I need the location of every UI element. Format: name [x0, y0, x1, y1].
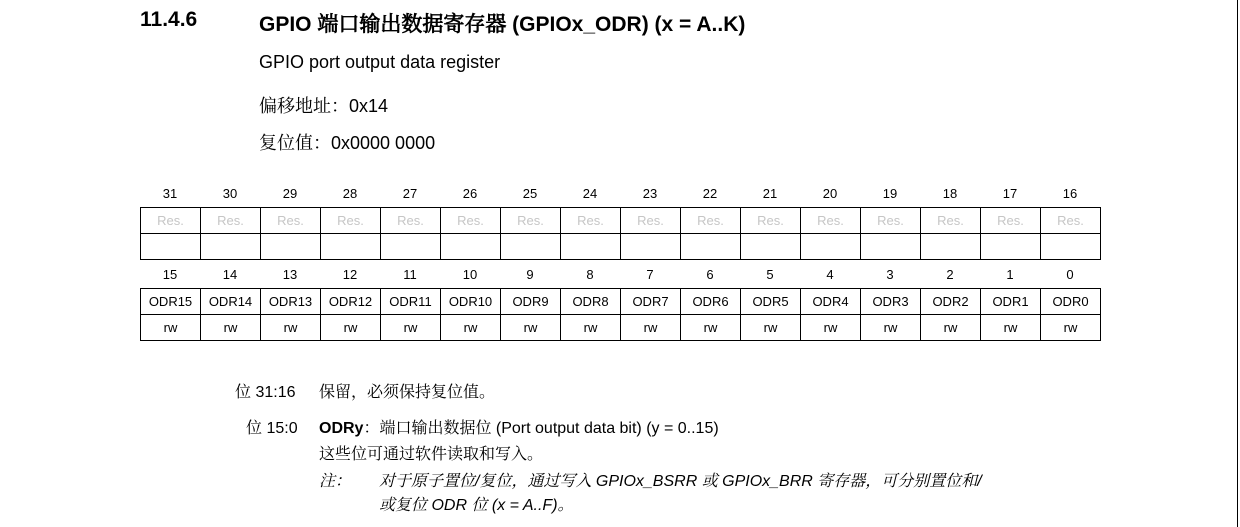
empty-access-cell	[141, 234, 201, 260]
bits-31-16-text: 保留，必须保持复位值。	[319, 384, 496, 401]
odr-field-cell: ODR4	[801, 289, 861, 315]
odr-field-cell: ODR6	[681, 289, 741, 315]
bit-number: 27	[402, 186, 418, 201]
access-cell: rw	[441, 315, 501, 341]
reserved-field-cell: Res.	[1041, 208, 1101, 234]
reserved-field-cell: Res.	[801, 208, 861, 234]
upper-field-row	[141, 208, 1101, 234]
bit-number: 10	[462, 267, 478, 282]
access-cell: rw	[381, 315, 441, 341]
empty-access-cell	[801, 234, 861, 260]
odr-field-cell: ODR0	[1041, 289, 1101, 315]
bits-15-0-title	[319, 415, 719, 438]
bit-number: 18	[942, 186, 958, 201]
upper-register-table	[140, 207, 1101, 260]
empty-access-cell	[741, 234, 801, 260]
bit-number: 11	[403, 267, 417, 282]
empty-access-cell	[261, 234, 321, 260]
bit-number: 26	[462, 186, 478, 201]
empty-access-cell	[381, 234, 441, 260]
empty-access-cell	[861, 234, 921, 260]
empty-access-cell	[921, 234, 981, 260]
reserved-field-cell: Res.	[741, 208, 801, 234]
access-cell: rw	[261, 315, 321, 341]
reserved-field-cell: Res.	[141, 208, 201, 234]
bits-15-0-label: 位 15:0	[246, 420, 298, 437]
section-number: 11.4.6	[140, 8, 198, 31]
reserved-field-cell: Res.	[921, 208, 981, 234]
reserved-field-cell: Res.	[261, 208, 321, 234]
bit-number: 22	[702, 186, 718, 201]
bit-number: 1	[1006, 267, 1014, 282]
note-label: 注：	[319, 473, 352, 490]
bit-number: 20	[822, 186, 838, 201]
bit-number: 3	[886, 267, 894, 282]
odr-field-cell: ODR11	[381, 289, 441, 315]
reserved-field-cell: Res.	[501, 208, 561, 234]
access-cell: rw	[141, 315, 201, 341]
bit-number: 15	[162, 267, 178, 282]
empty-access-cell	[621, 234, 681, 260]
bit-number: 25	[522, 186, 538, 201]
odr-field-cell: ODR12	[321, 289, 381, 315]
bit-number: 19	[882, 186, 898, 201]
bit-number: 4	[826, 267, 834, 282]
bit-number: 23	[642, 186, 658, 201]
bit-number: 28	[342, 186, 358, 201]
upper-bit-numbers	[140, 186, 1100, 201]
access-cell: rw	[201, 315, 261, 341]
lower-bit-numbers	[140, 267, 1100, 282]
offset-address: 偏移地址：0x14	[259, 96, 389, 116]
odr-field-cell: ODR5	[741, 289, 801, 315]
access-cell: rw	[681, 315, 741, 341]
empty-access-cell	[1041, 234, 1101, 260]
bit-number: 13	[282, 267, 298, 282]
empty-access-cell	[981, 234, 1041, 260]
empty-access-cell	[441, 234, 501, 260]
reserved-field-cell: Res.	[441, 208, 501, 234]
access-cell: rw	[1041, 315, 1101, 341]
odr-field-cell: ODR7	[621, 289, 681, 315]
odr-field-cell: ODR13	[261, 289, 321, 315]
lower-register-table	[140, 288, 1101, 341]
access-cell: rw	[501, 315, 561, 341]
odr-field-cell: ODR2	[921, 289, 981, 315]
reserved-field-cell: Res.	[621, 208, 681, 234]
bit-number: 24	[582, 186, 598, 201]
page-edge-line	[1237, 0, 1238, 527]
bit-number: 30	[222, 186, 238, 201]
note-line-1: 对于原子置位/复位，通过写入 GPIOx_BSRR 或 GPIOx_BRR 寄存器，可分别置位和/	[379, 473, 982, 490]
bit-number: 6	[706, 267, 714, 282]
empty-access-cell	[561, 234, 621, 260]
lower-field-row	[141, 289, 1101, 315]
bit-number: 0	[1066, 267, 1074, 282]
reserved-field-cell: Res.	[981, 208, 1041, 234]
reserved-field-cell: Res.	[561, 208, 621, 234]
bits-15-0-text: 这些位可通过软件读取和写入。	[319, 446, 544, 463]
access-cell: rw	[561, 315, 621, 341]
bit-number: 12	[342, 267, 358, 282]
bit-number: 8	[586, 267, 594, 282]
odr-field-cell: ODR10	[441, 289, 501, 315]
odr-field-cell: ODR3	[861, 289, 921, 315]
reserved-field-cell: Res.	[861, 208, 921, 234]
bit-number: 9	[526, 267, 534, 282]
reserved-field-cell: Res.	[381, 208, 441, 234]
upper-access-row	[141, 234, 1101, 260]
reset-value: 复位值：0x0000 0000	[259, 133, 436, 153]
odr-field-cell: ODR15	[141, 289, 201, 315]
access-cell: rw	[981, 315, 1041, 341]
lower-access-row	[141, 315, 1101, 341]
empty-access-cell	[201, 234, 261, 260]
bit-number: 5	[766, 267, 774, 282]
bits-31-16-label: 位 31:16	[235, 384, 296, 401]
access-cell: rw	[861, 315, 921, 341]
reserved-field-cell: Res.	[681, 208, 741, 234]
bit-number: 2	[946, 267, 954, 282]
access-cell: rw	[921, 315, 981, 341]
odr-field-cell: ODR8	[561, 289, 621, 315]
access-cell: rw	[801, 315, 861, 341]
empty-access-cell	[321, 234, 381, 260]
bit-number: 31	[162, 186, 178, 201]
odr-field-cell: ODR1	[981, 289, 1041, 315]
bit-number: 29	[282, 186, 298, 201]
access-cell: rw	[321, 315, 381, 341]
odr-field-cell: ODR14	[201, 289, 261, 315]
odr-field-cell: ODR9	[501, 289, 561, 315]
note-line-2: 或复位 ODR 位 (x = A..F)。	[379, 497, 574, 514]
section-title: GPIO 端口输出数据寄存器 (GPIOx_ODR) (x = A..K)	[259, 13, 746, 36]
odry-field-name: ODRy	[319, 420, 364, 437]
empty-access-cell	[681, 234, 741, 260]
bit-number: 7	[646, 267, 654, 282]
reserved-field-cell: Res.	[201, 208, 261, 234]
access-cell: rw	[621, 315, 681, 341]
empty-access-cell	[501, 234, 561, 260]
bit-number: 16	[1062, 186, 1078, 201]
access-cell: rw	[741, 315, 801, 341]
odry-title-rest: ：端口输出数据位 (Port output data bit) (y = 0..15)	[363, 420, 719, 437]
bit-number: 17	[1002, 186, 1018, 201]
register-subtitle: GPIO port output data register	[259, 52, 501, 72]
bit-number: 14	[222, 267, 238, 282]
bit-number: 21	[762, 186, 778, 201]
reserved-field-cell: Res.	[321, 208, 381, 234]
